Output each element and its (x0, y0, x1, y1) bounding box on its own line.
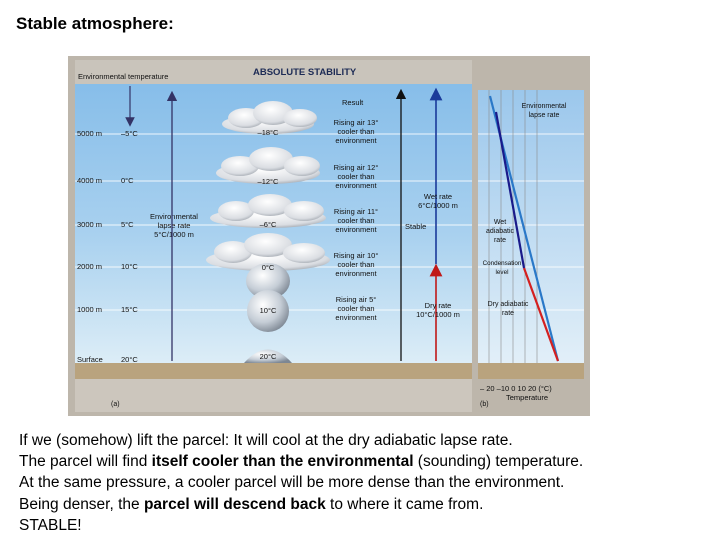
panel-b-label: (b) (480, 401, 489, 408)
text-span: The parcel will find (19, 453, 152, 471)
result-text: environment (335, 181, 377, 190)
stability-figure (68, 56, 590, 416)
env-lapse-label: 5°C/1000 m (154, 230, 194, 239)
parcel-temp: –12°C (257, 177, 279, 186)
altitude-label: 2000 m (77, 262, 103, 271)
result-text: cooler than (337, 216, 375, 225)
result-text: environment (335, 269, 377, 278)
text-span: (sounding) temperature. (413, 453, 584, 471)
env-temp-value: 20°C (121, 355, 138, 364)
parcel-temp: 10°C (259, 306, 277, 315)
dry-adiabatic-label: rate (501, 310, 515, 317)
slide-title: Stable atmosphere: (16, 14, 174, 33)
condensation-label: level (495, 269, 509, 276)
result-text: cooler than (337, 172, 375, 181)
text-span: Being denser, the (19, 495, 144, 513)
result-text: cooler than (337, 260, 375, 269)
altitude-label: 3000 m (77, 220, 103, 229)
panel-a-label: (a) (111, 401, 120, 408)
dry-rate-label: 10°C/1000 m (416, 310, 460, 319)
explanation-line (19, 494, 709, 515)
emphasis-text: parcel will descend back (143, 495, 326, 513)
explanation-line: STABLE! (19, 516, 82, 534)
altitude-label: Surface (77, 355, 103, 364)
wet-rate-label: Wet rate (423, 192, 453, 201)
text-span: to where it came from. (325, 495, 484, 513)
env-lapse-label: lapse rate (157, 221, 191, 230)
result-text: cooler than (337, 127, 375, 136)
env-lapse-label: Environmental (150, 212, 198, 221)
result-text: cooler than (337, 304, 375, 313)
result-text: Rising air 10° (333, 251, 379, 260)
emphasis-text: itself cooler than the environmental (151, 453, 414, 471)
wet-rate-label: 6°C/1000 m (418, 201, 458, 210)
env-temp-value: –5°C (121, 129, 138, 138)
result-text: Rising air 11° (333, 207, 379, 216)
temperature-axis-label: Temperature (506, 393, 549, 402)
altitude-label: 1000 m (77, 305, 103, 314)
panel-a-footer (75, 379, 472, 412)
stability-diagram (68, 56, 590, 416)
env-temp-header: Environmental temperature (78, 72, 169, 81)
dry-adiabatic-label: Dry adiabatic (487, 301, 529, 308)
explanation-text (19, 430, 709, 536)
parcel-temp: 20°C (259, 352, 277, 361)
result-text: Rising air 13° (333, 118, 379, 127)
stable-label: Stable (405, 222, 427, 231)
altitude-label: 5000 m (77, 129, 103, 138)
explanation-line: If we (somehow) lift the parcel: It will cool at the dry adiabatic lapse rate. (19, 432, 513, 449)
parcel-temp: –18°C (257, 128, 279, 137)
panel-a-ground (75, 363, 472, 379)
wet-adiabatic-label: rate (493, 237, 507, 244)
condensation-label: Condensation (482, 260, 522, 267)
parcel-temp: 0°C (261, 263, 275, 272)
wet-adiabatic-label: adiabatic (485, 228, 515, 235)
parcel-temp: –6°C (259, 220, 277, 229)
temperature-axis-ticks: – 20 –10 0 10 20 (°C) (480, 384, 552, 393)
diagram-title: ABSOLUTE STABILITY (253, 67, 357, 78)
result-text: environment (335, 313, 377, 322)
env-temp-value: 5°C (121, 220, 134, 229)
env-lapse-rate-label: Environmental (521, 103, 567, 110)
explanation-line (19, 451, 709, 472)
explanation-line: At the same pressure, a cooler parcel will be more dense than the environment. (19, 474, 565, 492)
result-text: environment (335, 136, 377, 145)
result-text: Rising air 12° (333, 163, 379, 172)
env-temp-value: 15°C (121, 305, 138, 314)
env-temp-value: 0°C (121, 176, 134, 185)
altitude-label: 4000 m (77, 176, 103, 185)
env-lapse-rate-label: lapse rate (528, 112, 560, 119)
result-header: Result (342, 98, 364, 107)
result-text: Rising air 5° (335, 295, 377, 304)
dry-rate-label: Dry rate (424, 301, 452, 310)
panel-b-ground (478, 363, 584, 379)
panel-b-plot (478, 90, 584, 363)
env-temp-value: 10°C (121, 262, 138, 271)
wet-adiabatic-label: Wet (493, 219, 507, 226)
result-text: environment (335, 225, 377, 234)
